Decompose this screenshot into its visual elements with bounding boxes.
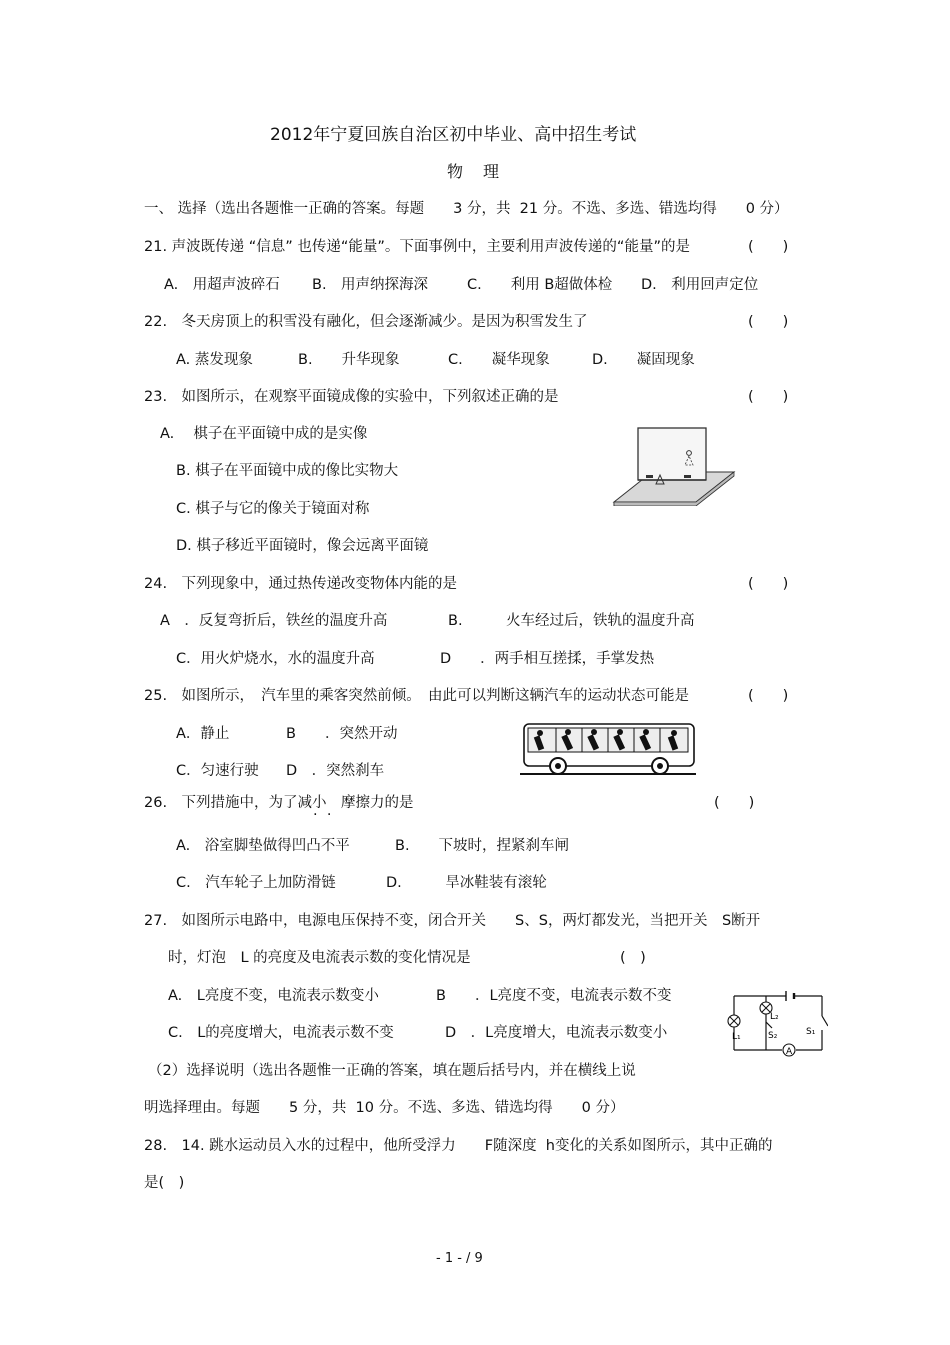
- q24-answer-paren: ( ): [748, 576, 789, 592]
- q22-option-d: D. 凝固现象: [592, 352, 695, 368]
- q26-option-c: C. 汽车轮子上加防滑链: [176, 875, 336, 891]
- q27-option-b: B ．L亮度不变，电流表示数不变: [436, 988, 672, 1004]
- q25-option-d: D ．突然刹车: [286, 763, 385, 779]
- q21-option-b: B. 用声纳探海深: [312, 277, 429, 293]
- q22-option-b: B. 升华现象: [298, 352, 400, 368]
- q24-option-c: C．用火炉烧水，水的温度升高: [176, 651, 375, 667]
- section2-line1: （2）选择说明（选出各题惟一正确的答案，填在题后括号内，并在横线上说: [148, 1063, 636, 1079]
- circuit-diagram-figure: [722, 990, 828, 1060]
- q26-stem: 26. 下列措施中，为了减小 摩擦力的是: [144, 795, 414, 811]
- q21-answer-paren: ( ): [748, 239, 789, 255]
- q27-stem-line1: 27. 如图所示电路中，电源电压保持不变，闭合开关 S、S，两灯都发光，当把开关 S断开: [144, 913, 761, 929]
- q27-stem-line2: 时，灯泡 L 的亮度及电流表示数的变化情况是: [168, 950, 471, 966]
- ammeter-label: A: [786, 1047, 793, 1057]
- q26-option-a: A. 浴室脚垫做得凹凸不平: [176, 838, 350, 854]
- q23-stem: 23. 如图所示，在观察平面镜成像的实验中，下列叙述正确的是: [144, 389, 559, 405]
- bus-passengers-figure: [518, 718, 698, 780]
- section2-line2: 明选择理由。每题 5 分，共 10 分。不选、多选、错选均得 0 分）: [144, 1100, 625, 1116]
- q23-option-a: A. 棋子在平面镜中成的是实像: [160, 426, 368, 442]
- q27-answer-paren: ( ): [620, 950, 646, 966]
- subject-title: 物 理: [447, 162, 502, 181]
- q23-option-d: D. 棋子移近平面镜时，像会远离平面镜: [176, 538, 429, 554]
- q22-option-a: A. 蒸发现象: [176, 352, 253, 368]
- l2-label: L₂: [770, 1012, 779, 1022]
- q28-stem-line2: 是( ): [144, 1175, 185, 1191]
- mirror-experiment-figure: [608, 420, 738, 506]
- q21-option-d: D. 利用回声定位: [641, 277, 759, 293]
- q25-option-c: C．匀速行驶: [176, 763, 259, 779]
- q26-option-d: D. 旱冰鞋装有滚轮: [386, 875, 547, 891]
- q24-option-b: B. 火车经过后，铁轨的温度升高: [448, 613, 695, 629]
- q26-answer-paren: ( ): [714, 795, 755, 811]
- q23-option-c: C. 棋子与它的像关于镜面对称: [176, 501, 370, 517]
- q25-stem: 25. 如图所示， 汽车里的乘客突然前倾。 由此可以判断这辆汽车的运动状态可能是: [144, 688, 690, 704]
- q27-option-d: D ．L亮度增大，电流表示数变小: [445, 1025, 668, 1041]
- q24-stem: 24. 下列现象中，通过热传递改变物体内能的是: [144, 576, 458, 592]
- q22-answer-paren: ( ): [748, 314, 789, 330]
- section1-heading: 一、 选择（选出各题惟一正确的答案。每题 3 分，共 21 分。不选、多选、错选均得 0 分）: [144, 201, 789, 217]
- q23-option-b: B. 棋子在平面镜中成的像比实物大: [176, 463, 399, 479]
- q21-option-c: C. 利用 B超做体检: [467, 277, 613, 293]
- q27-option-a: A. L亮度不变，电流表示数变小: [168, 988, 379, 1004]
- page-title: 2012年宁夏回族自治区初中毕业、高中招生考试: [270, 125, 637, 145]
- q24-option-d: D ．两手相互搓揉，手掌发热: [440, 651, 655, 667]
- q21-option-a: A. 用超声波碎石: [164, 277, 280, 293]
- q23-answer-paren: ( ): [748, 389, 789, 405]
- page-number: - 1 - / 9: [436, 1251, 483, 1266]
- l1-label: L₁: [732, 1032, 741, 1042]
- q21-stem: 21. 声波既传递 “信息” 也传递“能量”。下面事例中，主要利用声波传递的“能量”的是: [144, 239, 690, 255]
- s2-label: S₂: [768, 1031, 778, 1041]
- q28-stem-line1: 28. 14. 跳水运动员入水的过程中，他所受浮力 F随深度 h变化的关系如图所示，其中正确的: [144, 1138, 773, 1154]
- q27-option-c: C. L的亮度增大，电流表示数不变: [168, 1025, 394, 1041]
- q25-option-b: B ．突然开动: [286, 726, 398, 742]
- s1-label: S₁: [806, 1027, 816, 1037]
- q25-answer-paren: ( ): [748, 688, 789, 704]
- q22-stem: 22. 冬天房顶上的积雪没有融化，但会逐渐减少。是因为积雪发生了: [144, 314, 588, 330]
- q24-option-a: A ．反复弯折后，铁丝的温度升高: [160, 613, 388, 629]
- q26-option-b: B. 下坡时，捏紧刹车闸: [395, 838, 570, 854]
- q26-emphasis-dots: · ·: [313, 807, 332, 823]
- q25-option-a: A．静止: [176, 726, 230, 742]
- q22-option-c: C. 凝华现象: [448, 352, 550, 368]
